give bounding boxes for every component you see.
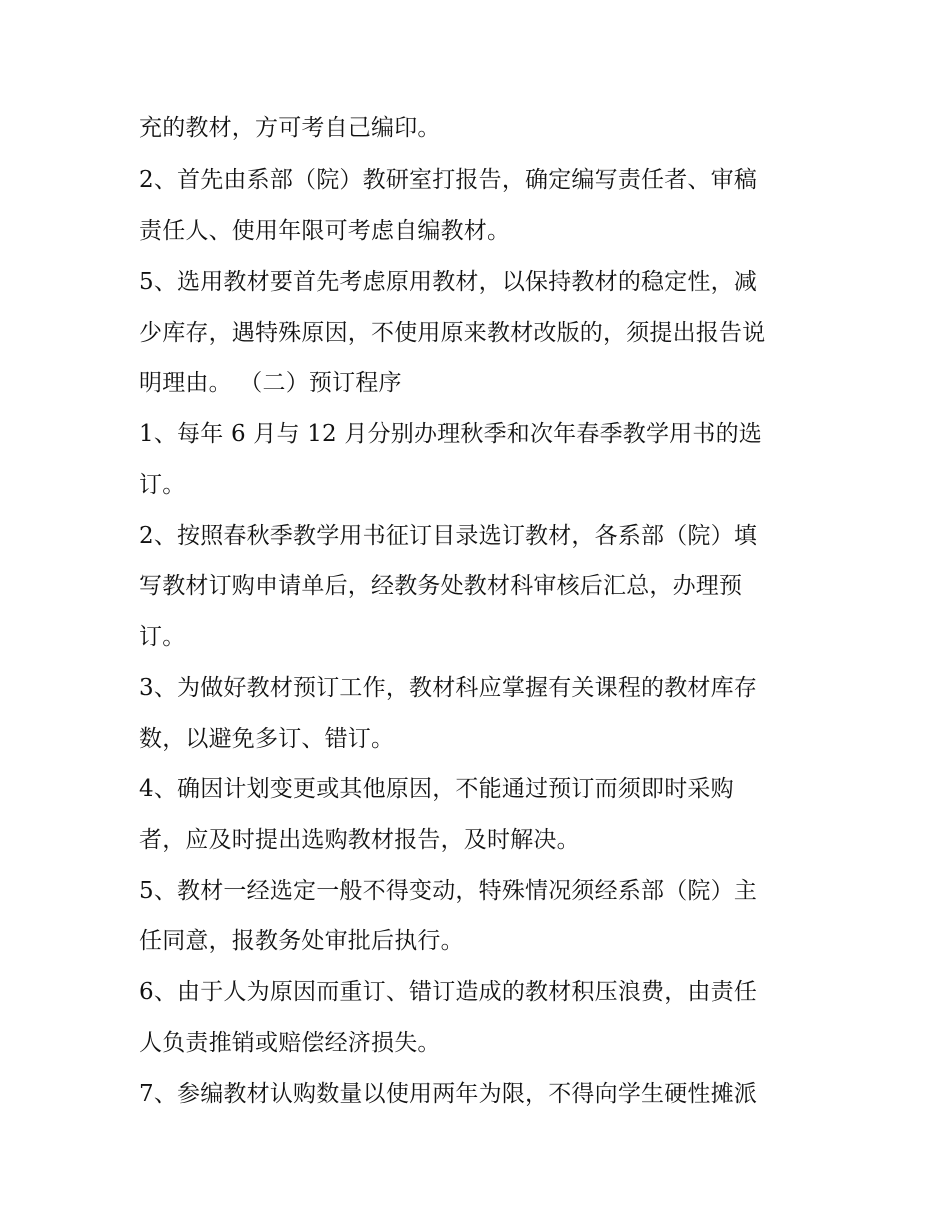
text-line: 1、每年 6 月与 12 月分别办理秋季和次年春季教学用书的选: [139, 421, 762, 447]
text-line: 明理由。 （二）预订程序: [139, 370, 402, 396]
text-line: 任同意，报教务处审批后执行。: [139, 928, 464, 954]
text-line: 5、教材一经选定一般不得变动，特殊情况须经系部（院）主: [139, 878, 758, 904]
text-line: 订。: [139, 624, 186, 650]
text-line: 5、选用教材要首先考虑原用教材，以保持教材的稳定性，减: [139, 269, 758, 295]
text-line: 2、按照春秋季教学用书征订目录选订教材，各系部（院）填: [139, 523, 758, 549]
text-line: 2、首先由系部（院）教研室打报告，确定编写责任者、审稿: [139, 167, 758, 193]
text-line: 者，应及时提出选购教材报告，及时解决。: [139, 827, 580, 853]
text-line: 充的教材，方可考自己编印。: [139, 115, 441, 141]
text-line: 写教材订购申请单后，经教务处教材科审核后汇总，办理预: [139, 573, 743, 599]
text-line: 3、为做好教材预订工作，教材科应掌握有关课程的教材库存: [139, 675, 758, 701]
text-line: 责任人、使用年限可考虑自编教材。: [139, 218, 511, 244]
text-line: 人负责推销或赔偿经济损失。: [139, 1030, 441, 1056]
text-line: 6、由于人为原因而重订、错订造成的教材积压浪费，由责任: [139, 979, 758, 1005]
text-line: 7、参编教材认购数量以使用两年为限，不得向学生硬性摊派: [139, 1081, 758, 1107]
text-line: 少库存，遇特殊原因，不使用原来教材改版的，须提出报告说: [139, 320, 766, 346]
text-line: 数，以避免多订、错订。: [139, 726, 395, 752]
text-line: 订。: [139, 472, 186, 498]
text-line: 4、确因计划变更或其他原因，不能通过预订而须即时采购: [139, 776, 734, 802]
